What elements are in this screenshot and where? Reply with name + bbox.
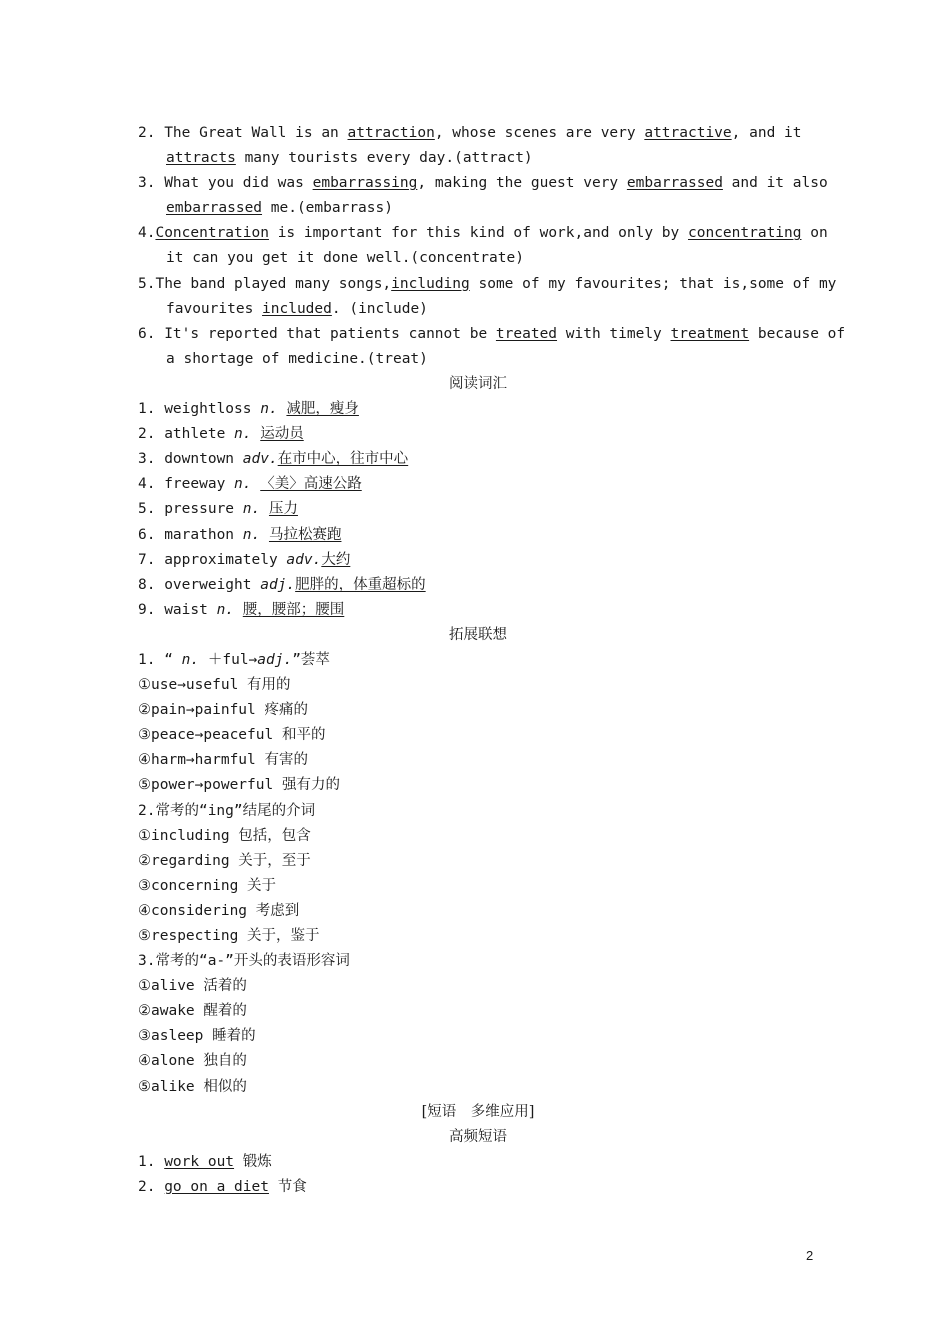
text-segment: 5.The band played many songs,: [138, 275, 392, 292]
text-segment: on: [801, 225, 828, 242]
text-segment: and it also: [722, 175, 828, 192]
answer-text: go on a diet: [164, 1178, 269, 1195]
answer-text: embarrassing: [312, 175, 418, 192]
text-segment: [252, 476, 261, 492]
expand-item: [138, 924, 818, 949]
text-segment: 2. athlete: [138, 426, 235, 443]
expand-item: [138, 799, 818, 824]
text-segment: me.(embarrass): [262, 200, 393, 217]
answer-text: including: [391, 275, 470, 292]
text-segment: ①alive 活着的: [138, 978, 247, 995]
part-of-speech: n.: [234, 426, 252, 443]
exercise-line-continued: [138, 297, 818, 322]
exercise-line-continued: [138, 347, 818, 372]
phrase-list: [138, 1150, 818, 1200]
vocab-item: [138, 598, 818, 623]
text-segment: a shortage of medicine.(treat): [166, 350, 428, 367]
text-segment: ③asleep 睡着的: [138, 1028, 256, 1045]
text-segment: 2.常考的“ing”结尾的介词: [138, 802, 316, 819]
text-segment: , whose scenes are very: [434, 125, 645, 141]
expand-title: 拓展联想: [449, 626, 507, 643]
answer-text: concentrating: [688, 225, 802, 242]
text-segment: 5. pressure: [138, 501, 243, 518]
text-segment: ②awake 醒着的: [138, 1003, 247, 1020]
answer-text: Concentration: [155, 225, 269, 242]
vocab-item: [138, 472, 818, 497]
phrase-section-title: [短语 多维应用]: [421, 1103, 535, 1120]
vocab-item: [138, 573, 818, 598]
vocab-item: [138, 523, 818, 548]
phrase-item: [138, 1175, 818, 1200]
vocab-item: [138, 422, 818, 447]
text-segment: 9. waist: [138, 601, 217, 618]
answer-text: embarrassed: [626, 175, 723, 192]
answer-text: treated: [495, 325, 558, 342]
text-segment: , making the guest very: [417, 175, 627, 192]
answer-text: 压力: [268, 501, 298, 518]
expand-item: [138, 673, 818, 698]
expand-item: [138, 849, 818, 874]
text-segment: ②regarding 关于，至于: [138, 852, 311, 869]
text-segment: ”荟萃: [292, 651, 330, 668]
answer-text: attraction: [347, 125, 435, 141]
answer-text: attractive: [644, 125, 732, 141]
exercise-line-continued: [138, 146, 818, 171]
expand-item: [138, 648, 818, 673]
vocab-item: [138, 397, 818, 422]
expand-item: [138, 999, 818, 1024]
text-segment: ③peace→peaceful 和平的: [138, 727, 326, 744]
text-segment: some of my favourites; that is,some of my: [469, 275, 837, 292]
text-segment: 3.常考的“a-”开头的表语形容词: [138, 953, 350, 970]
expand-item: [138, 1075, 818, 1100]
answer-text: work out: [164, 1153, 235, 1170]
exercise-line: [138, 121, 818, 146]
vocab-item: [138, 497, 818, 522]
text-segment: because of: [749, 325, 846, 342]
text-segment: 3. What you did was: [138, 175, 313, 192]
text-segment: ＋ful→: [199, 651, 258, 668]
answer-text: treatment: [670, 325, 750, 342]
answer-text: embarrassed: [166, 200, 263, 217]
text-segment: 1. weightloss: [138, 401, 261, 418]
text-segment: 1.: [138, 1153, 165, 1170]
text-segment: 节食: [268, 1178, 307, 1195]
answer-text: 马拉松赛跑: [268, 526, 342, 543]
text-segment: 4. freeway: [138, 476, 235, 493]
text-segment: ④harm→harmful 有害的: [138, 752, 308, 769]
text-segment: ④alone 独自的: [138, 1053, 247, 1070]
expand-item: [138, 874, 818, 899]
text-segment: 6. It's reported that patients cannot be: [138, 325, 496, 342]
text-segment: ⑤alike 相似的: [138, 1078, 247, 1095]
answer-text: 〈美〉高速公路: [260, 476, 362, 493]
reading-vocab-title: 阅读词汇: [449, 375, 507, 392]
text-segment: with timely: [557, 325, 671, 342]
part-of-speech: n.: [234, 476, 252, 493]
text-segment: 1. “: [138, 651, 182, 668]
part-of-speech: n.: [242, 526, 261, 543]
answer-text: 运动员: [260, 426, 304, 443]
text-segment: [234, 602, 243, 618]
reading-vocab-list: [138, 397, 818, 623]
part-of-speech: adv.: [242, 451, 278, 468]
expand-item: [138, 824, 818, 849]
exercise-line: [138, 272, 837, 297]
answer-text: 大约: [321, 551, 351, 568]
part-of-speech: n.: [242, 501, 261, 518]
text-segment: . (include): [331, 300, 428, 317]
answer-text: 肥胖的，体重超标的: [295, 576, 426, 593]
phrase-item: [138, 1150, 818, 1175]
exercise-list: [138, 121, 846, 372]
text-segment: ①use→useful 有用的: [138, 677, 291, 694]
answer-text: 腰，腰部；腰围: [242, 601, 345, 618]
expand-item: [138, 1024, 818, 1049]
text-segment: 3. downtown: [138, 451, 243, 468]
text-segment: 7. approximately: [138, 551, 287, 568]
expand-item: [138, 949, 818, 974]
part-of-speech: n.: [181, 651, 200, 668]
exercise-line-continued: [138, 246, 818, 271]
answer-text: attracts: [166, 150, 236, 167]
answer-text: 在市中心，往市中心: [277, 451, 409, 468]
expand-item: [138, 723, 818, 748]
text-segment: 4.: [138, 225, 156, 242]
text-segment: , and it: [731, 125, 802, 141]
expand-item: [138, 899, 818, 924]
exercise-line: [138, 221, 828, 246]
expand-item: [138, 974, 818, 999]
text-segment: ①including 包括，包含: [138, 827, 311, 844]
expand-item: [138, 748, 818, 773]
expand-item: [138, 698, 818, 723]
phrase-title: 高频短语: [449, 1128, 507, 1145]
text-segment: ②pain→painful 疼痛的: [138, 702, 308, 719]
text-segment: many tourists every day.(attract): [235, 150, 533, 167]
page-number: 2: [806, 1248, 814, 1263]
text-segment: ⑤respecting 关于，鉴于: [138, 928, 320, 944]
text-segment: favourites: [166, 300, 263, 317]
expand-list: [138, 648, 818, 1100]
text-segment: ④considering 考虑到: [138, 902, 300, 919]
part-of-speech: adj.: [257, 651, 293, 668]
text-segment: [260, 527, 269, 543]
expand-item: [138, 1049, 818, 1074]
exercise-line: [138, 322, 846, 347]
part-of-speech: n.: [216, 601, 235, 618]
text-segment: 锻炼: [234, 1153, 272, 1170]
answer-text: 减肥，瘦身: [286, 401, 359, 418]
part-of-speech: adj.: [260, 576, 296, 593]
vocab-item: [138, 447, 818, 472]
vocab-item: [138, 548, 818, 573]
text-segment: it can you get it done well.(concentrate): [166, 250, 524, 267]
text-segment: [252, 426, 261, 442]
text-segment: 8. overweight: [138, 576, 261, 593]
exercise-line: [138, 171, 828, 196]
text-segment: 2. The Great Wall is an: [138, 125, 348, 141]
text-segment: [260, 501, 269, 517]
text-segment: is important for this kind of work,and only by: [268, 225, 688, 242]
exercise-line-continued: [138, 196, 818, 221]
text-segment: ⑤power→powerful 强有力的: [138, 777, 340, 794]
text-segment: ③concerning 关于: [138, 877, 277, 894]
text-segment: 6. marathon: [138, 526, 243, 543]
part-of-speech: adv.: [286, 551, 322, 568]
text-segment: 2.: [138, 1178, 165, 1195]
expand-item: [138, 773, 818, 798]
part-of-speech: n.: [260, 401, 278, 418]
answer-text: included: [262, 300, 332, 317]
document-body: [138, 121, 846, 1200]
